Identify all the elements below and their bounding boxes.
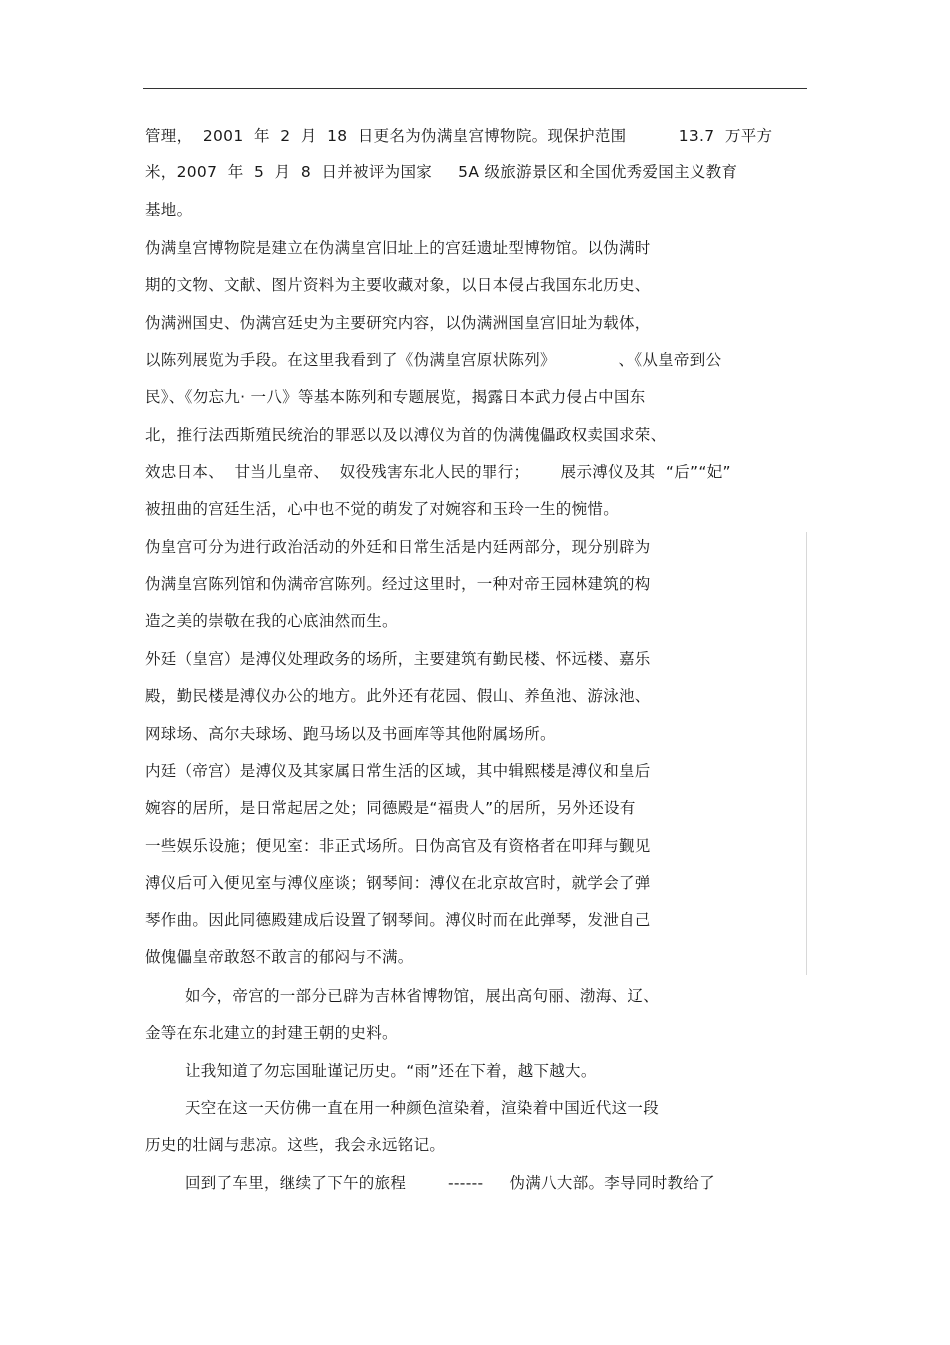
text-line: 基地。 bbox=[145, 201, 193, 219]
text-line: 效忠日本、 甘当儿皇帝、 奴役残害东北人民的罪行； 展示溥仪及其 “后”“妃” bbox=[145, 463, 731, 481]
text-line: 伪满洲国史、伪满宫廷史为主要研究内容，以伪满洲国皇宫旧址为载体， bbox=[145, 314, 651, 332]
margin-line bbox=[806, 532, 807, 975]
text-line: 外廷（皇宫）是溥仪处理政务的场所，主要建筑有勤民楼、怀远楼、嘉乐 bbox=[145, 650, 651, 668]
text-line: 金等在东北建立的封建王朝的史料。 bbox=[145, 1024, 398, 1042]
text-line: 以陈列展览为手段。在这里我看到了《伪满皇宫原状陈列》 、《从皇帝到公 bbox=[145, 351, 722, 369]
text-line: 米，2007 年 5 月 8 日并被评为国家 5A 级旅游景区和全国优秀爱国主义教育 bbox=[145, 163, 738, 181]
text-line: 历史的壮阔与悲凉。这些，我会永远铭记。 bbox=[145, 1136, 446, 1154]
text-line: 北，推行法西斯殖民统治的罪恶以及以溥仪为首的伪满傀儡政权卖国求荣、 bbox=[145, 426, 667, 444]
text-line: 琴作曲。因此同德殿建成后设置了钢琴间。溥仪时而在此弹琴，发泄自己 bbox=[145, 911, 651, 929]
text-line: 如今，帝宫的一部分已辟为吉林省博物馆，展出高句丽、渤海、辽、 bbox=[185, 987, 660, 1005]
text-line: 期的文物、文献、图片资料为主要收藏对象，以日本侵占我国东北历史、 bbox=[145, 276, 651, 294]
text-line: 网球场、高尔夫球场、跑马场以及书画库等其他附属场所。 bbox=[145, 725, 556, 743]
text-line: 民》、《勿忘九· 一八》等基本陈列和专题展览，揭露日本武力侵占中国东 bbox=[145, 388, 646, 406]
text-line: 伪满皇宫陈列馆和伪满帝宫陈列。经过这里时，一种对帝王园林建筑的构 bbox=[145, 575, 651, 593]
text-line: 天空在这一天仿佛一直在用一种颜色渲染着，渲染着中国近代这一段 bbox=[185, 1099, 660, 1117]
text-line: 回到了车里，继续了下午的旅程 ------ 伪满八大部。李导同时教给了 bbox=[185, 1174, 715, 1192]
text-line: 管理， 2001 年 2 月 18 日更名为伪满皇宫博物院。现保护范围 13.7 万平方 bbox=[145, 127, 773, 145]
text-line: 做傀儡皇帝敢怒不敢言的郁闷与不满。 bbox=[145, 948, 414, 966]
header-rule bbox=[143, 88, 807, 89]
text-line: 殿，勤民楼是溥仪办公的地方。此外还有花园、假山、养鱼池、游泳池、 bbox=[145, 687, 651, 705]
text-line: 内廷（帝宫）是溥仪及其家属日常生活的区域，其中辑熙楼是溥仪和皇后 bbox=[145, 762, 651, 780]
text-line: 一些娱乐设施；便见室：非正式场所。日伪高官及有资格者在叩拜与觐见 bbox=[145, 837, 651, 855]
text-line: 溥仪后可入便见室与溥仪座谈；钢琴间：溥仪在北京故宫时，就学会了弹 bbox=[145, 874, 651, 892]
text-line: 伪皇宫可分为进行政治活动的外廷和日常生活是内廷两部分，现分别辟为 bbox=[145, 538, 651, 556]
text-line: 伪满皇宫博物院是建立在伪满皇宫旧址上的宫廷遗址型博物馆。以伪满时 bbox=[145, 239, 651, 257]
text-line: 婉容的居所，是日常起居之处；同德殿是“福贵人”的居所，另外还设有 bbox=[145, 799, 636, 817]
text-line: 造之美的崇敬在我的心底油然而生。 bbox=[145, 612, 398, 630]
text-line: 让我知道了勿忘国耻谨记历史。“雨”还在下着，越下越大。 bbox=[185, 1062, 597, 1080]
text-line: 被扭曲的宫廷生活，心中也不觉的萌发了对婉容和玉玲一生的惋惜。 bbox=[145, 500, 620, 518]
